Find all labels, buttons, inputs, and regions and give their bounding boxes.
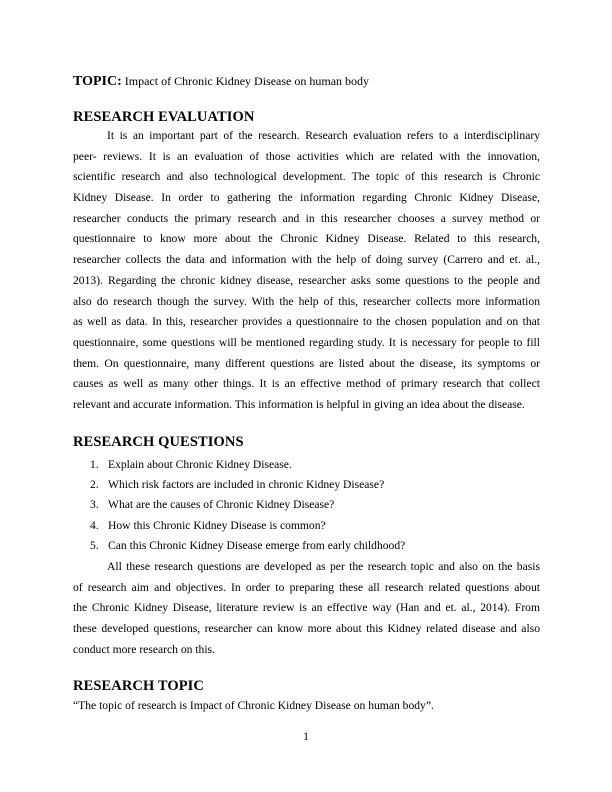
list-item: 5. Can this Chronic Kidney Disease emerge from early childhood? [90,538,406,552]
research-questions-paragraph [73,557,540,660]
paragraph-line: also do research though the survey. With the help of this, researcher collects more information [73,294,540,308]
paragraph-line: Kidney Disease. In order to gathering the information regarding Chronic Kidney Disease, [73,191,540,205]
list-item: 4. How this Chronic Kidney Disease is common? [90,518,326,532]
paragraph-line: as well as data. In this, researcher provides a questionnaire to the chosen population and on that [73,315,540,329]
topic-line [73,72,369,91]
research-evaluation-paragraph [73,126,540,416]
paragraph-line: It is an important part of the research. Research evaluation refers to a interdisciplinary [107,129,540,142]
paragraph-line: these developed questions, researcher can know more about this Kidney related disease and also [73,622,540,636]
paragraph-line: All these research questions are developed as per the research topic and also on the basis [107,560,540,573]
paragraph-line: relevant and accurate information. This information is helpful in giving an idea about the disease. [73,397,525,411]
paragraph-line: scientific research and also technological development. The topic of this research is Chronic [73,170,540,184]
list-item: 1. Explain about Chronic Kidney Disease. [90,458,292,471]
paragraph-line: peer- reviews. It is an evaluation of those activities which are related with the innovation, [73,149,540,163]
paragraph-line: researcher conducts the primary research and in this researcher chooses a survey method or [73,211,540,225]
topic-text: Impact of Chronic Kidney Disease on human body [121,74,370,88]
research-topic-heading: RESEARCH TOPIC [73,678,204,694]
paragraph-line: of research aim and objectives. In order to preparing these all research related questions about [73,580,540,594]
list-item: 3. What are the causes of Chronic Kidney Disease? [90,498,335,512]
paragraph-line: causes as well as many other things. It is an effective method of primary research that collect [73,377,540,391]
research-questions-list [73,455,540,556]
topic-label: TOPIC: [73,74,122,89]
paragraph-line: questionnaire, some questions will be mentioned regarding study. It is necessary for people to fill [73,335,540,349]
research-evaluation-heading: RESEARCH EVALUATION [73,109,255,125]
paragraph-line: conduct more research on this. [73,642,215,656]
research-topic-text: “The topic of research is Impact of Chronic Kidney Disease on human body”. [73,699,434,712]
list-item: 2. Which risk factors are included in chronic Kidney Disease? [90,478,385,492]
paragraph-line: questionnaire to know more about the Chronic Kidney Disease. Related to this research, [73,232,540,246]
paragraph-line: them. On questionnaire, many different questions are listed about the disease, its symptoms or [73,356,540,370]
paragraph-line: the Chronic Kidney Disease, literature review is an effective way (Han and et. al., 2014). From [73,601,540,615]
paragraph-line: 2013). Regarding the chronic kidney disease, researcher asks some questions to the people and [73,273,540,287]
research-questions-heading: RESEARCH QUESTIONS [73,434,244,450]
page-number: 1 [303,730,309,743]
paragraph-line: researcher collects the data and information with the help of doing survey (Carrero and et. al., [73,253,540,267]
